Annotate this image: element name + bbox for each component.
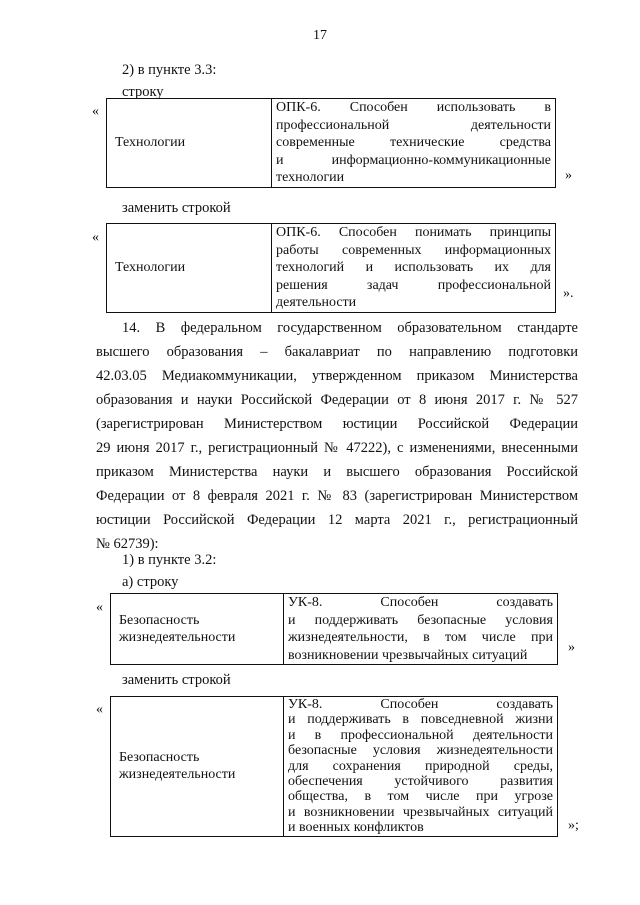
page-number: 17 xyxy=(313,28,327,43)
table-4-desc-line: и в профессиональной деятельности xyxy=(288,727,553,743)
table-4-desc-line: и возникновении чрезвычайных ситуаций xyxy=(288,804,553,820)
table-2-label: Технологии xyxy=(107,224,272,313)
table-2 xyxy=(106,223,556,313)
table-4-desc-line: обеспечения устойчивого развития xyxy=(288,773,553,789)
item2-heading: 2) в пункте 3.3: xyxy=(122,62,217,78)
table-2-desc-line: решения задач профессиональной xyxy=(276,277,551,293)
table-1-desc-line: современные технические средства xyxy=(276,135,551,150)
table-3-label-line: жизнедеятельности xyxy=(119,630,236,645)
table-4-label xyxy=(111,697,284,837)
row-word-1: строку xyxy=(122,84,164,100)
table-4-desc-line: УК-8. Способен создавать xyxy=(288,697,553,712)
table-4-desc-line: и военных конфликтов xyxy=(288,820,424,836)
table-3 xyxy=(110,593,558,665)
table-3-label-line: Безопасность xyxy=(119,613,200,628)
table-2-description xyxy=(272,224,556,313)
table-1-desc-line: и информационно-коммуникационные xyxy=(276,152,551,168)
table-1 xyxy=(106,98,556,188)
paragraph-line: 14. В федеральном государственном образовательном стандарте xyxy=(122,320,578,336)
table-2-desc-line: ОПК-6. Способен понимать принципы xyxy=(276,225,551,240)
table-4-desc-line: безопасные условия жизнедеятельности xyxy=(288,743,553,759)
table-1-desc-line: ОПК-6. Способен использовать в xyxy=(276,100,551,115)
table-1-description xyxy=(272,99,556,188)
table-3-desc-line: и поддерживать безопасные условия xyxy=(288,612,553,628)
paragraph-line: № 62739): xyxy=(96,536,159,552)
replace-word-1: заменить строкой xyxy=(122,200,231,216)
table-4-desc-line: общества, в том числе при угрозе xyxy=(288,789,553,805)
table-3-label xyxy=(111,594,284,665)
quote-close-1: » xyxy=(565,168,572,183)
paragraph-14 xyxy=(96,316,578,556)
quote-open-3: « xyxy=(96,600,103,615)
table-4-desc-line: для сохранения природной среды, xyxy=(288,758,553,774)
table-3-desc-line: возникновении чрезвычайных ситуаций xyxy=(288,647,528,663)
table-3-desc-line: жизнедеятельности, в том числе при xyxy=(288,630,553,645)
table-4 xyxy=(110,696,558,837)
quote-open-2: « xyxy=(92,230,99,245)
table-4-description xyxy=(284,697,558,837)
paragraph-line: юстиции Российской Федерации 12 марта 2021 г., регистрационный xyxy=(96,512,578,528)
paragraph-line: приказом Министерства науки и высшего образования Российской xyxy=(96,464,578,480)
paragraph-line: 42.03.05 Медиакоммуникации, утвержденном приказом Министерства xyxy=(96,368,578,384)
paragraph-line: высшего образования – бакалавриат по направлению подготовки xyxy=(96,344,578,360)
quote-open-4: « xyxy=(96,702,103,717)
table-1-desc-line: технологии xyxy=(276,170,345,185)
table-2-desc-line: деятельности xyxy=(276,295,357,310)
paragraph-line: образования и науки Российской Федерации от 8 июня 2017 г. № 527 xyxy=(96,392,578,408)
quote-close-3: » xyxy=(568,640,575,655)
quote-close-4: »; xyxy=(568,818,579,833)
table-2-desc-line: работы современных информационных xyxy=(276,242,551,258)
table-3-description xyxy=(284,594,558,665)
table-4-label-line: жизнедеятельности xyxy=(119,767,236,783)
table-1-desc-line: профессиональной деятельности xyxy=(276,117,551,133)
table-4-desc-line: и поддерживать в повседневной жизни xyxy=(288,712,553,728)
replace-word-2: заменить строкой xyxy=(122,672,231,688)
item1-heading: 1) в пункте 3.2: xyxy=(122,552,217,568)
quote-close-2: ». xyxy=(563,286,574,301)
paragraph-line: 29 июня 2017 г., регистрационный № 47222), с изменениями, внесенными xyxy=(96,440,578,456)
quote-open-1: « xyxy=(92,104,99,119)
table-4-label-line: Безопасность xyxy=(119,750,200,766)
paragraph-line: Федерации от 8 февраля 2021 г. № 83 (зарегистрирован Министерством xyxy=(96,488,578,504)
paragraph-line: (зарегистрирован Министерством юстиции Российской Федерации xyxy=(96,416,578,432)
table-2-desc-line: технологий и использовать их для xyxy=(276,260,551,275)
table-3-desc-line: УК-8. Способен создавать xyxy=(288,595,553,610)
table-1-label: Технологии xyxy=(107,99,272,188)
item-a-heading: а) строку xyxy=(122,574,179,590)
